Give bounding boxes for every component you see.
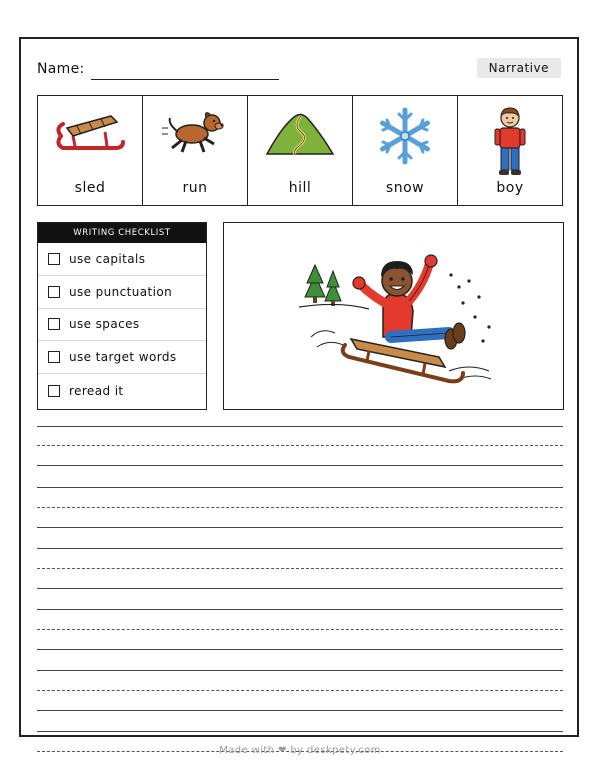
boy-icon: [490, 106, 530, 178]
word-card-run: [143, 96, 248, 205]
word-card-snow: [353, 96, 458, 205]
checklist-item[interactable]: [38, 276, 206, 309]
target-words-row: [37, 95, 563, 206]
checklist-item-label: use punctuation: [69, 284, 173, 299]
word-card-sled: [38, 96, 143, 205]
line-base: [37, 465, 563, 466]
line-base: [37, 588, 563, 589]
checklist-item-label: use capitals: [69, 251, 146, 266]
genre-tag: Narrative: [477, 58, 561, 78]
line-top: [37, 670, 563, 671]
writing-checklist: [37, 222, 207, 410]
line-base: [37, 649, 563, 650]
checklist-item-label: reread it: [69, 383, 124, 398]
name-field[interactable]: [91, 79, 279, 80]
line-top: [37, 609, 563, 610]
checklist-item[interactable]: [38, 374, 206, 407]
word-card-boy: [458, 96, 562, 205]
checkbox[interactable]: [48, 253, 60, 265]
word-label: sled: [74, 180, 106, 196]
checkbox[interactable]: [48, 385, 60, 397]
line-top: [37, 426, 563, 427]
word-label: boy: [496, 180, 524, 196]
worksheet: [19, 37, 579, 737]
line-mid: [37, 507, 563, 508]
word-label: run: [182, 180, 208, 196]
checklist-item[interactable]: [38, 341, 206, 374]
dog-running-icon: [160, 106, 230, 158]
picture-prompt: [223, 222, 564, 410]
checkbox[interactable]: [48, 318, 60, 330]
name-label: Name:: [37, 61, 85, 77]
checkbox[interactable]: [48, 286, 60, 298]
footer-credit: Made with ❤ by deskpety.com: [219, 745, 381, 756]
hill-icon: [263, 106, 337, 158]
line-mid: [37, 568, 563, 569]
word-label: snow: [385, 180, 425, 196]
sled-icon: [53, 106, 127, 156]
boy-sledding-illustration: [299, 241, 499, 389]
checklist-item[interactable]: [38, 243, 206, 276]
line-mid: [37, 629, 563, 630]
line-base: [37, 710, 563, 711]
line-top: [37, 731, 563, 732]
checklist-title: WRITING CHECKLIST: [38, 223, 206, 243]
checklist-item[interactable]: [38, 309, 206, 342]
line-mid: [37, 690, 563, 691]
word-card-hill: [248, 96, 353, 205]
line-base: [37, 527, 563, 528]
line-mid: [37, 445, 563, 446]
word-label: hill: [288, 180, 312, 196]
snowflake-icon: [375, 106, 435, 166]
checklist-item-label: use target words: [69, 350, 177, 365]
checkbox[interactable]: [48, 351, 60, 363]
line-top: [37, 548, 563, 549]
checklist-item-label: use spaces: [69, 317, 140, 332]
line-top: [37, 487, 563, 488]
